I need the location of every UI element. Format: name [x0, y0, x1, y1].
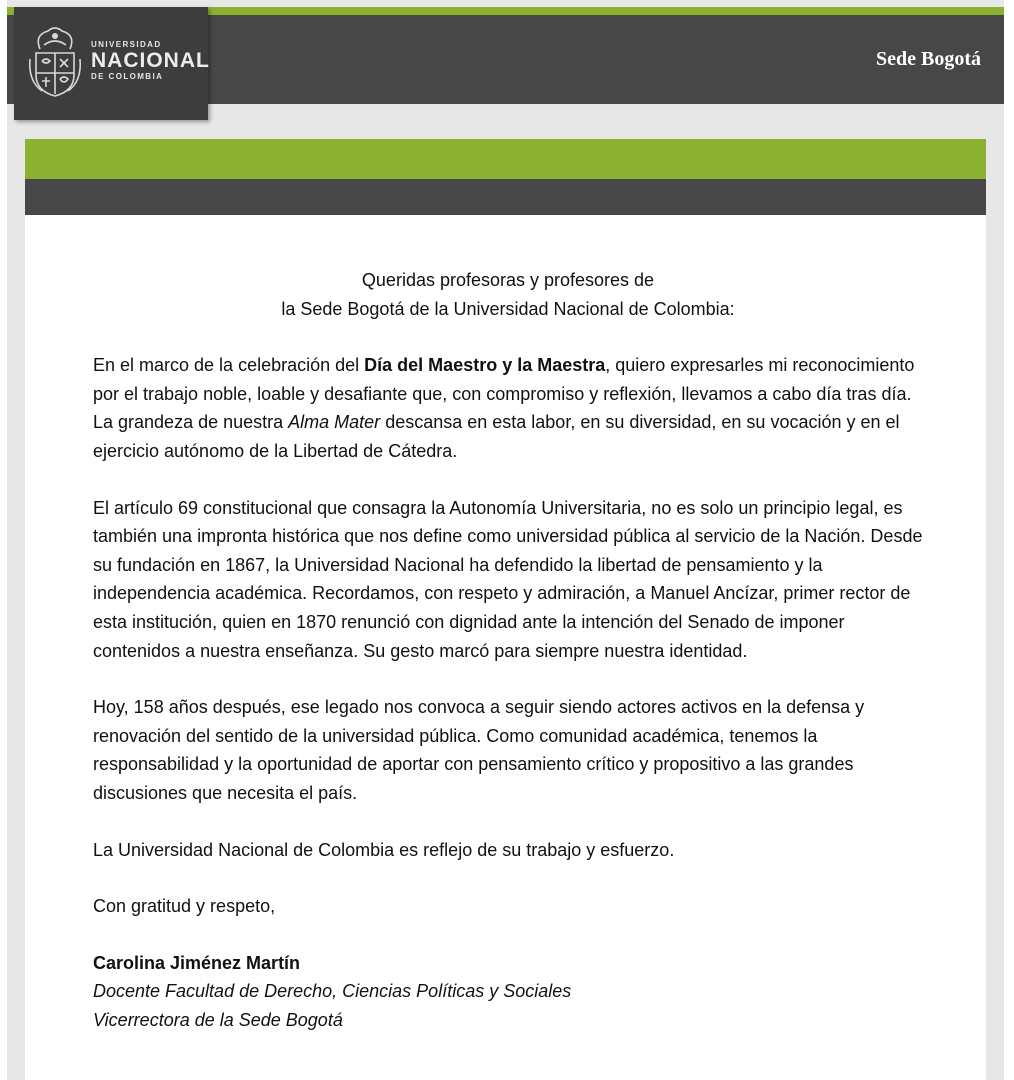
letter-body [93, 266, 923, 1034]
signature-role-1: Docente Facultad de Derecho, Ciencias Políticas y Sociales [93, 981, 572, 1002]
logo-line-3: DE COLOMBIA [91, 72, 164, 81]
greeting-line-1: Queridas profesoras y profesores de [361, 270, 655, 290]
paragraph-1-text-b: , quiero expresarles mi reconocimiento por el trabajo noble, loable y desafiante que, con compromiso y reflexión, llevamos a cabo día tras día. La grandeza de nuestra [93, 355, 915, 433]
signature-block [93, 949, 923, 1035]
signature-role-2: Vicerrectora de la Sede Bogotá [93, 1009, 343, 1030]
letter-card [25, 139, 986, 1080]
coat-of-arms-icon [26, 23, 84, 99]
paragraph-1 [93, 351, 923, 465]
logo-line-1: UNIVERSIDAD [91, 40, 162, 49]
campus-name: Sede Bogotá [876, 48, 981, 70]
logo-line-2: NACIONAL [91, 49, 210, 72]
university-logo[interactable] [14, 7, 208, 120]
logo-wordmark [91, 40, 210, 82]
card-dark-band [25, 179, 986, 215]
closing-line: Con gratitud y respeto, [93, 896, 276, 917]
paragraph-1-italic: Alma Mater [288, 412, 381, 433]
paragraph-4: La Universidad Nacional de Colombia es reflejo de su trabajo y esfuerzo. [93, 839, 675, 860]
card-green-band [25, 139, 986, 179]
signature-name: Carolina Jiménez Martín [93, 952, 301, 973]
greeting-line-2: la Sede Bogotá de la Universidad Nacional de Colombia: [281, 298, 735, 319]
paragraph-2: El artículo 69 constitucional que consagra la Autonomía Universitaria, no es solo un principio legal, es también una impronta histórica que nos define como universidad pública al servicio de la Nación. Desde su fundación en 1867, la Universidad Nacional ha defendido la libertad de pensamiento y la independencia académica. Recordamos, con respeto y admiración, a Manuel Ancízar, primer rector de esta institución, quien en 1870 renunció con dignidad ante la intención del Senado de imponer contenidos a nuestra enseñanza. Su gesto marcó para siempre nuestra identidad. [93, 497, 923, 661]
paragraph-1-bold: Día del Maestro y la Maestra [364, 355, 606, 376]
paragraph-1-text-c: descansa en esta labor, en su diversidad, en su vocación y en el ejercicio autónomo de la Libertad de Cátedra. [93, 412, 900, 461]
letter-greeting [93, 266, 923, 323]
paragraph-3: Hoy, 158 años después, ese legado nos convoca a seguir siendo actores activos en la defensa y renovación del sentido de la universidad pública. Como comunidad académica, tenemos la responsabilidad y la oportunidad de aportar con pensamiento crítico y propositivo a las grandes discusiones que necesita el país. [93, 697, 865, 803]
paragraph-1-text-a: En el marco de la celebración del [93, 355, 365, 376]
